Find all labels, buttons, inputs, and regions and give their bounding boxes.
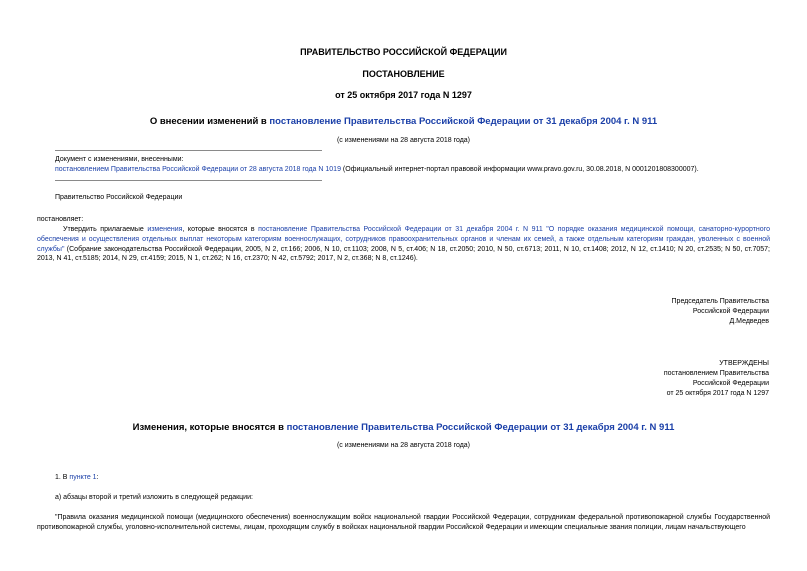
document-title-prefix: О внесении изменений в (149, 116, 270, 127)
item-1 (55, 473, 99, 483)
government-heading: ПРАВИТЕЛЬСТВО РОССИЙСКОЙ ФЕДЕРАЦИИ (300, 47, 507, 57)
signature-block (672, 297, 769, 327)
resolution-911-link[interactable]: постановление Правительства Российской Федерации от 31 декабря 2004 г. N 911 "О порядке оказания медицинской помощи, санаторно-курортного обеспечения и осуществления отдельных выплат некоторым категориям военнослужащих, сотрудников правоохранительных органов и членам их семей, а также отдельным категориям граждан, уволенных с военной службы" (37, 226, 770, 253)
signature-line-3: Д.Медведев (729, 317, 769, 325)
edited-note-2: (с изменениями на 28 августа 2018 года) (336, 442, 471, 449)
changes-bottom-divider (55, 180, 322, 181)
edited-note: (с изменениями на 28 августа 2018 года) (336, 137, 471, 144)
changes-title-prefix: Изменения, которые вносятся в (132, 422, 287, 433)
approval-line-1: УТВЕРЖДЕНЫ (719, 360, 769, 367)
approval-line-3: Российской Федерации (692, 379, 769, 387)
item-a: а) абзацы второй и третий изложить в следующей редакции: (55, 494, 253, 501)
changes-link[interactable]: изменения (147, 226, 183, 233)
changes-title (0, 421, 807, 434)
signature-line-2: Российской Федерации (692, 307, 769, 315)
document-type: ПОСТАНОВЛЕНИЕ (362, 69, 445, 79)
approval-line-4: от 25 октября 2017 года N 1297 (666, 389, 769, 397)
item-1-prefix: 1. В (55, 474, 70, 481)
changes-source: (Официальный интернет-портал правовой информации www.pravo.gov.ru, 30.08.2018, N 0001201808300007). (340, 166, 699, 173)
paragraph-start: Утвердить прилагаемые (63, 226, 148, 233)
document-title (0, 115, 807, 128)
changes-top-divider (55, 150, 322, 151)
document-title-link[interactable]: постановление Правительства Российской Федерации от 31 декабря 2004 г. N 911 (269, 116, 658, 127)
paragraph-end: (Собрание законодательства Российской Федерации, 2005, N 2, ст.166; 2006, N 10, ст.1103; 2008, N 5, ст.406; N 18, ст.2050; 2010, N 50, ст.6713; 2011, N 10, ст.1408; 2012, N 12, ст.1410; N 20, ст.2535; N 50, ст.7057; 2013, N 41, ст.5185; 2014, N 29, ст.4159; 2015, N 1, ст.262; N 16, ст.2370; N 42, ст.5792; 2017, N 2, ст.368; N 8, ст.1246). (37, 245, 770, 263)
resolution-paragraph (37, 225, 770, 264)
approval-block (664, 359, 769, 399)
approval-line-2: постановлением Правительства (663, 369, 769, 377)
changes-reference-link[interactable]: постановлением Правительства Российской Федерации от 28 августа 2018 года N 1019 (55, 166, 341, 173)
item-1-link[interactable]: пункте 1 (69, 474, 97, 481)
changes-intro: Документ с изменениями, внесенными: (55, 156, 184, 163)
government-line: Правительство Российской Федерации (55, 194, 183, 201)
changes-title-link[interactable]: постановление Правительства Российской Федерации от 31 декабря 2004 г. N 911 (286, 422, 675, 433)
quoted-text: "Правила оказания медицинской помощи (медицинского обеспечения) военнослужащим войск национальной гвардии Российской Федерации, сотрудникам федеральной противопожарной службы Государственной противопожарной службы, уголовно-исполнительной системы, лицам, проходящим службу в войсках национальной гвардии Российской Федерации и имеющим специальные звания полиции, лицам начальствующего (37, 514, 770, 532)
item-1-suffix: : (96, 474, 99, 481)
paragraph-mid: , которые вносятся в (182, 226, 259, 233)
changes-reference (55, 165, 775, 175)
resolves-line: постановляет: (37, 216, 84, 223)
document-date-number: от 25 октября 2017 года N 1297 (335, 90, 472, 100)
signature-line-1: Председатель Правительства (671, 298, 769, 305)
